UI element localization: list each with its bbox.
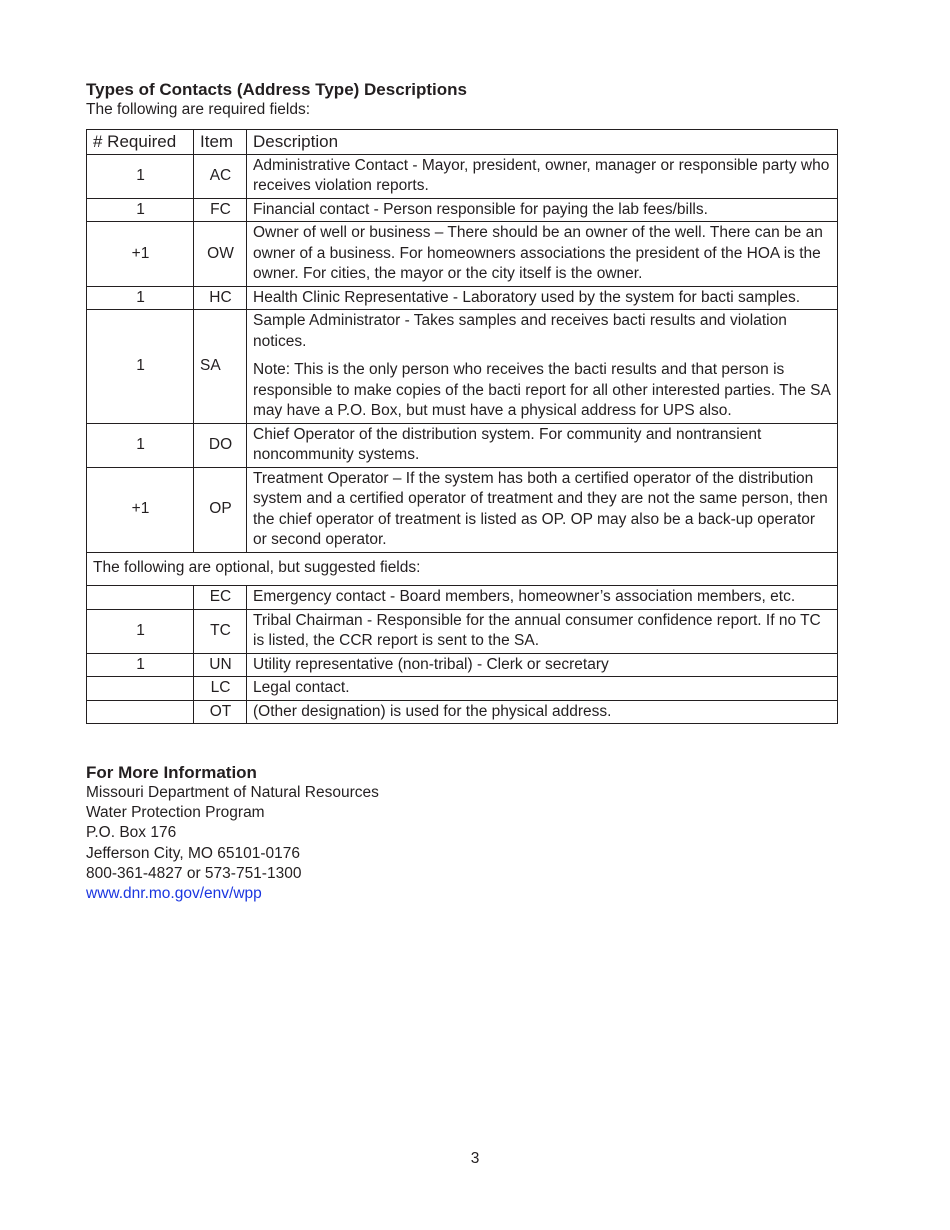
cell-description bbox=[247, 700, 838, 724]
cell-required: 1 bbox=[87, 198, 194, 222]
cell-description bbox=[247, 467, 838, 552]
description-paragraph: Utility representative (non-tribal) - Clerk or secretary bbox=[253, 655, 609, 673]
table-row bbox=[87, 310, 838, 424]
table-row bbox=[87, 467, 838, 552]
description-paragraph: Note: This is the only person who receives the bacti results and that person is responsible to make copies of the bacti report for all other interested parties. The SA may have a P.O. Box, but must have a physical address for UPS also. bbox=[253, 361, 830, 419]
cell-required: +1 bbox=[87, 222, 194, 287]
cell-description bbox=[247, 609, 838, 653]
table-row bbox=[87, 653, 838, 677]
description-paragraph: Emergency contact - Board members, homeowner’s association members, etc. bbox=[253, 588, 796, 605]
table-row bbox=[87, 286, 838, 310]
table-row bbox=[87, 222, 838, 287]
section-title: Types of Contacts (Address Type) Descriptions bbox=[86, 80, 467, 99]
description-paragraph: Sample Administrator - Takes samples and receives bacti results and violation notices. bbox=[253, 312, 787, 350]
cell-required: 1 bbox=[87, 423, 194, 467]
description-paragraph: Owner of well or business – There should be an owner of the well. There can be an owner of a business. For homeowners associations the president of the HOA is the owner. For cities, the mayor or the city itself is the owner. bbox=[253, 224, 823, 282]
contact-line: P.O. Box 176 bbox=[86, 824, 177, 842]
cell-description bbox=[247, 222, 838, 287]
description-paragraph: (Other designation) is used for the physical address. bbox=[253, 702, 612, 720]
cell-required: 1 bbox=[87, 653, 194, 677]
description-paragraph: Treatment Operator – If the system has both a certified operator of the distribution system and a certified operator of treatment and they are not the same person, then the chief operator of treatment is listed as OP. OP may also be a back-up operator or second operator. bbox=[253, 469, 828, 548]
cell-item: AC bbox=[194, 154, 247, 198]
contact-line: Water Protection Program bbox=[86, 804, 265, 822]
cell-description bbox=[247, 310, 838, 424]
optional-note: The following are optional, but suggested fields: bbox=[87, 552, 838, 586]
cell-required: 1 bbox=[87, 286, 194, 310]
cell-item: LC bbox=[194, 677, 247, 701]
description-paragraph: Legal contact. bbox=[253, 679, 350, 696]
table-row bbox=[87, 677, 838, 701]
header-item: Item bbox=[194, 130, 247, 155]
contact-line: Missouri Department of Natural Resources bbox=[86, 784, 379, 801]
cell-description bbox=[247, 423, 838, 467]
description-paragraph: Tribal Chairman - Responsible for the annual consumer confidence report. If no TC is listed, the CCR report is sent to the SA. bbox=[253, 611, 821, 649]
cell-item: OT bbox=[194, 700, 247, 724]
table-row bbox=[87, 609, 838, 653]
more-info-lines bbox=[86, 783, 837, 884]
header-required: # Required bbox=[87, 130, 194, 155]
more-info-title: For More Information bbox=[86, 763, 257, 782]
cell-item: EC bbox=[194, 586, 247, 610]
cell-item: HC bbox=[194, 286, 247, 310]
optional-note-row bbox=[87, 552, 838, 586]
cell-item: DO bbox=[194, 423, 247, 467]
table-row bbox=[87, 423, 838, 467]
table-row bbox=[87, 154, 838, 198]
cell-description bbox=[247, 653, 838, 677]
more-info-block bbox=[86, 763, 837, 904]
cell-required bbox=[87, 677, 194, 701]
cell-required bbox=[87, 586, 194, 610]
document-page bbox=[86, 80, 837, 904]
description-paragraph: Chief Operator of the distribution system. For community and nontransient noncommunity systems. bbox=[253, 425, 762, 463]
cell-item: TC bbox=[194, 609, 247, 653]
description-paragraph: Health Clinic Representative - Laboratory used by the system for bacti samples. bbox=[253, 288, 801, 306]
page-number: 3 bbox=[470, 1150, 480, 1167]
cell-required: +1 bbox=[87, 467, 194, 552]
contact-types-table bbox=[86, 129, 838, 724]
header-description: Description bbox=[247, 130, 838, 155]
table-body bbox=[87, 130, 838, 724]
contact-line: Jefferson City, MO 65101-0176 bbox=[86, 844, 300, 862]
cell-item: OW bbox=[194, 222, 247, 287]
cell-item: UN bbox=[194, 653, 247, 677]
website-link[interactable]: www.dnr.mo.gov/env/wpp bbox=[86, 885, 262, 903]
cell-required: 1 bbox=[87, 609, 194, 653]
cell-item: SA bbox=[194, 310, 247, 424]
cell-required: 1 bbox=[87, 154, 194, 198]
cell-required: 1 bbox=[87, 310, 194, 424]
cell-description bbox=[247, 677, 838, 701]
cell-item: OP bbox=[194, 467, 247, 552]
description-paragraph: Financial contact - Person responsible for paying the lab fees/bills. bbox=[253, 200, 708, 218]
contact-line: 800-361-4827 or 573-751-1300 bbox=[86, 864, 302, 882]
table-row bbox=[87, 700, 838, 724]
section-subtitle: The following are required fields: bbox=[86, 101, 311, 118]
cell-description bbox=[247, 154, 838, 198]
cell-required bbox=[87, 700, 194, 724]
cell-item: FC bbox=[194, 198, 247, 222]
cell-description bbox=[247, 586, 838, 610]
cell-description bbox=[247, 198, 838, 222]
cell-description bbox=[247, 286, 838, 310]
table-row bbox=[87, 198, 838, 222]
table-row bbox=[87, 586, 838, 610]
table-header-row bbox=[87, 130, 838, 155]
description-paragraph: Administrative Contact - Mayor, president, owner, manager or responsible party who receives violation reports. bbox=[253, 156, 830, 194]
